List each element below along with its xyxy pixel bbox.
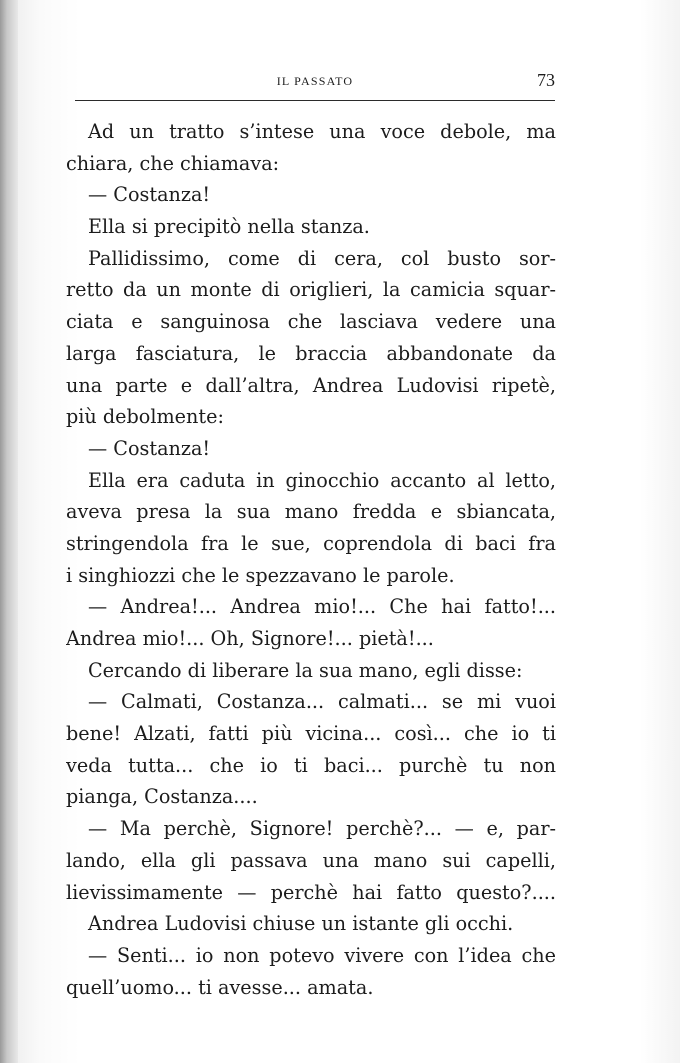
text-line: quell’uomo... ti avesse... amata. (66, 975, 374, 999)
body-text (66, 116, 556, 1003)
text-line: larga fasciatura, le braccia abbandonate da (66, 341, 556, 365)
text-line: chiara, che chiamava: (66, 151, 280, 175)
text-line: Ella si precipitò nella stanza. (88, 215, 370, 239)
text-line: — Costanza! (88, 436, 211, 460)
text-line: — Senti... io non potevo vivere con l’idea che (88, 943, 556, 967)
text-line: Cercando di liberare la sua mano, egli disse: (88, 658, 523, 682)
text-line: bene! Alzati, fatti più vicina... così... che io ti (66, 722, 556, 746)
binding-edge (0, 0, 18, 1063)
text-line: veda tutta... che io ti baci... purchè tu non (66, 753, 556, 777)
text-line: retto da un monte di origlieri, la camicia squar- (66, 278, 556, 302)
text-line: Ella era caduta in ginocchio accanto al letto, (88, 468, 556, 492)
page-number: 73 (537, 70, 555, 90)
text-line: Andrea mio!... Oh, Signore!... pietà!... (66, 627, 434, 650)
text-line: aveva presa la sua mano fredda e sbiancata, (66, 500, 556, 524)
text-line: — Andrea!... Andrea mio!... Che hai fatto!... (88, 595, 556, 619)
text-line: una parte e dall’altra, Andrea Ludovisi ripetè, (66, 373, 556, 397)
text-line: Pallidissimo, come di cera, col busto sor- (88, 246, 556, 270)
text-line: Ad un tratto s’intese una voce debole, ma (88, 120, 556, 143)
text-line: lievissimamente — perchè hai fatto questo?.... (66, 880, 556, 904)
header-rule (75, 100, 555, 101)
text-line: ciata e sanguinosa che lasciava vedere una (66, 310, 556, 334)
text-line: — Ma perchè, Signore! perchè?... — e, par- (88, 817, 556, 841)
text-line: pianga, Costanza.... (66, 785, 258, 809)
text-line: i singhiozzi che le spezzavano le parole. (66, 563, 455, 587)
text-line: — Costanza! (88, 183, 211, 207)
text-line: lando, ella gli passava una mano sui capelli, (66, 848, 556, 872)
text-line: Andrea Ludovisi chiuse un istante gli occhi. (88, 912, 514, 936)
running-title: IL PASSATO (276, 74, 354, 88)
page-header (75, 70, 555, 94)
text-line: — Calmati, Costanza... calmati... se mi vuoi (88, 690, 556, 714)
text-line: stringendola fra le sue, coprendola di baci fra (66, 531, 556, 555)
text-line: più debolmente: (66, 405, 224, 429)
